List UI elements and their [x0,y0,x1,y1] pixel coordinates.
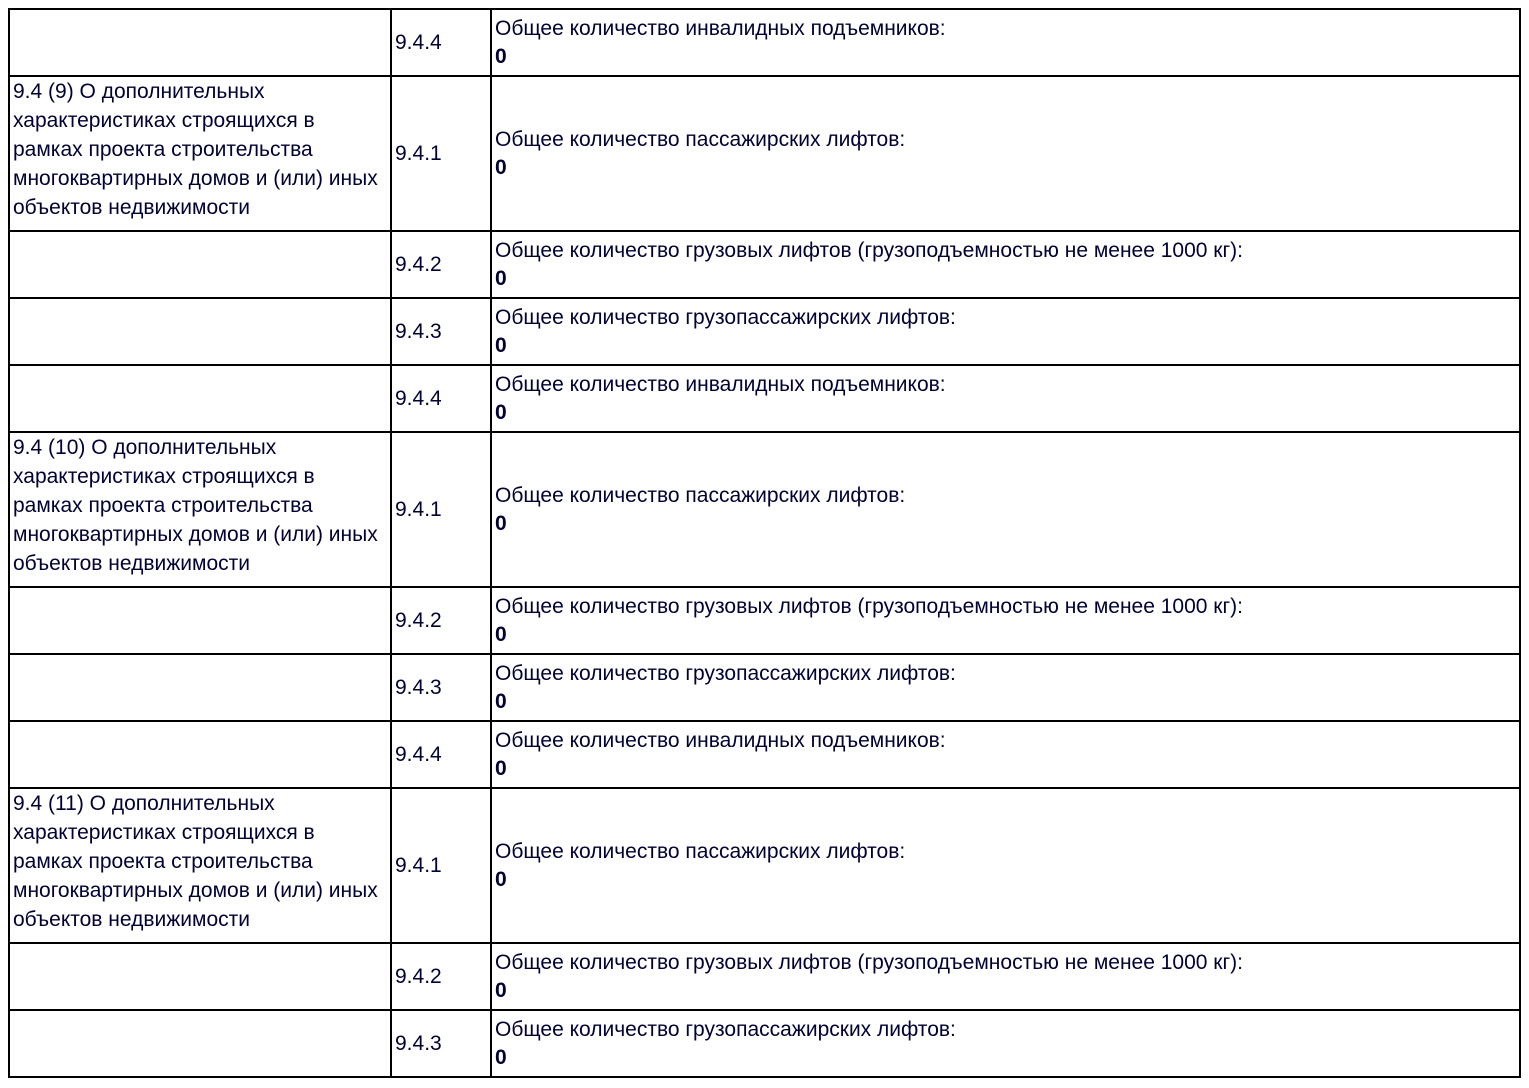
table-row [9,365,1520,432]
row-code: 9.4.4 [395,30,442,54]
table-row [9,587,1520,654]
field-label: Общее количество пассажирских лифтов: [495,840,906,864]
value-cell [491,654,1520,721]
section-cell [9,76,391,231]
table-row [9,1010,1520,1077]
section-cell [9,432,391,587]
section-cell [9,9,391,76]
value-cell [491,9,1520,76]
field-label: Общее количество грузовых лифтов (грузоподъемностью не менее 1000 кг): [495,595,1243,619]
field-value: 0 [495,266,507,290]
code-cell [391,1010,491,1077]
field-label: Общее количество грузопассажирских лифтов: [495,662,956,686]
row-code: 9.4.2 [395,252,442,276]
value-cell [491,1010,1520,1077]
code-cell [391,654,491,721]
table-row [9,231,1520,298]
table-body [9,9,1520,1077]
value-cell [491,788,1520,943]
field-value: 0 [495,44,507,68]
field-label: Общее количество грузовых лифтов (грузоподъемностью не менее 1000 кг): [495,239,1243,263]
field-value: 0 [495,689,507,713]
section-cell [9,231,391,298]
section-title: 9.4 (10) О дополнительных характеристиках строящихся в рамках проекта строительства многоквартирных домов и (или) иных объектов недвижимости [13,436,378,575]
field-label: Общее количество грузовых лифтов (грузоподъемностью не менее 1000 кг): [495,951,1243,975]
code-cell [391,298,491,365]
code-cell [391,721,491,788]
row-code: 9.4.1 [395,497,442,521]
section-title: 9.4 (11) О дополнительных характеристиках строящихся в рамках проекта строительства многоквартирных домов и (или) иных объектов недвижимости [13,792,378,931]
section-title: 9.4 (9) О дополнительных характеристиках строящихся в рамках проекта строительства многоквартирных домов и (или) иных объектов недвижимости [13,80,378,219]
section-cell [9,788,391,943]
table-row [9,432,1520,587]
row-code: 9.4.4 [395,742,442,766]
value-cell [491,721,1520,788]
project-declaration-table [8,8,1521,1078]
code-cell [391,9,491,76]
table-row [9,943,1520,1010]
value-cell [491,76,1520,231]
row-code: 9.4.1 [395,141,442,165]
value-cell [491,587,1520,654]
section-cell [9,654,391,721]
section-cell [9,587,391,654]
value-cell [491,231,1520,298]
field-value: 0 [495,511,507,535]
code-cell [391,587,491,654]
field-label: Общее количество грузопассажирских лифтов: [495,1018,956,1042]
row-code: 9.4.2 [395,964,442,988]
code-cell [391,76,491,231]
table-row [9,76,1520,231]
code-cell [391,432,491,587]
row-code: 9.4.1 [395,853,442,877]
row-code: 9.4.2 [395,608,442,632]
code-cell [391,231,491,298]
code-cell [391,365,491,432]
table-row [9,9,1520,76]
row-code: 9.4.3 [395,675,442,699]
field-label: Общее количество инвалидных подъемников: [495,17,946,41]
field-label: Общее количество грузопассажирских лифтов: [495,306,956,330]
table-row [9,721,1520,788]
table-row [9,788,1520,943]
field-value: 0 [495,622,507,646]
field-value: 0 [495,978,507,1002]
field-label: Общее количество инвалидных подъемников: [495,373,946,397]
row-code: 9.4.3 [395,319,442,343]
section-cell [9,1010,391,1077]
field-label: Общее количество пассажирских лифтов: [495,128,906,152]
value-cell [491,943,1520,1010]
section-cell [9,943,391,1010]
row-code: 9.4.3 [395,1031,442,1055]
code-cell [391,788,491,943]
section-cell [9,298,391,365]
code-cell [391,943,491,1010]
table-row [9,654,1520,721]
value-cell [491,432,1520,587]
section-cell [9,721,391,788]
field-value: 0 [495,867,507,891]
row-code: 9.4.4 [395,386,442,410]
value-cell [491,365,1520,432]
field-value: 0 [495,155,507,179]
value-cell [491,298,1520,365]
table-row [9,298,1520,365]
field-value: 0 [495,333,507,357]
section-cell [9,365,391,432]
field-value: 0 [495,400,507,424]
field-value: 0 [495,1045,507,1069]
field-value: 0 [495,756,507,780]
field-label: Общее количество пассажирских лифтов: [495,484,906,508]
field-label: Общее количество инвалидных подъемников: [495,729,946,753]
